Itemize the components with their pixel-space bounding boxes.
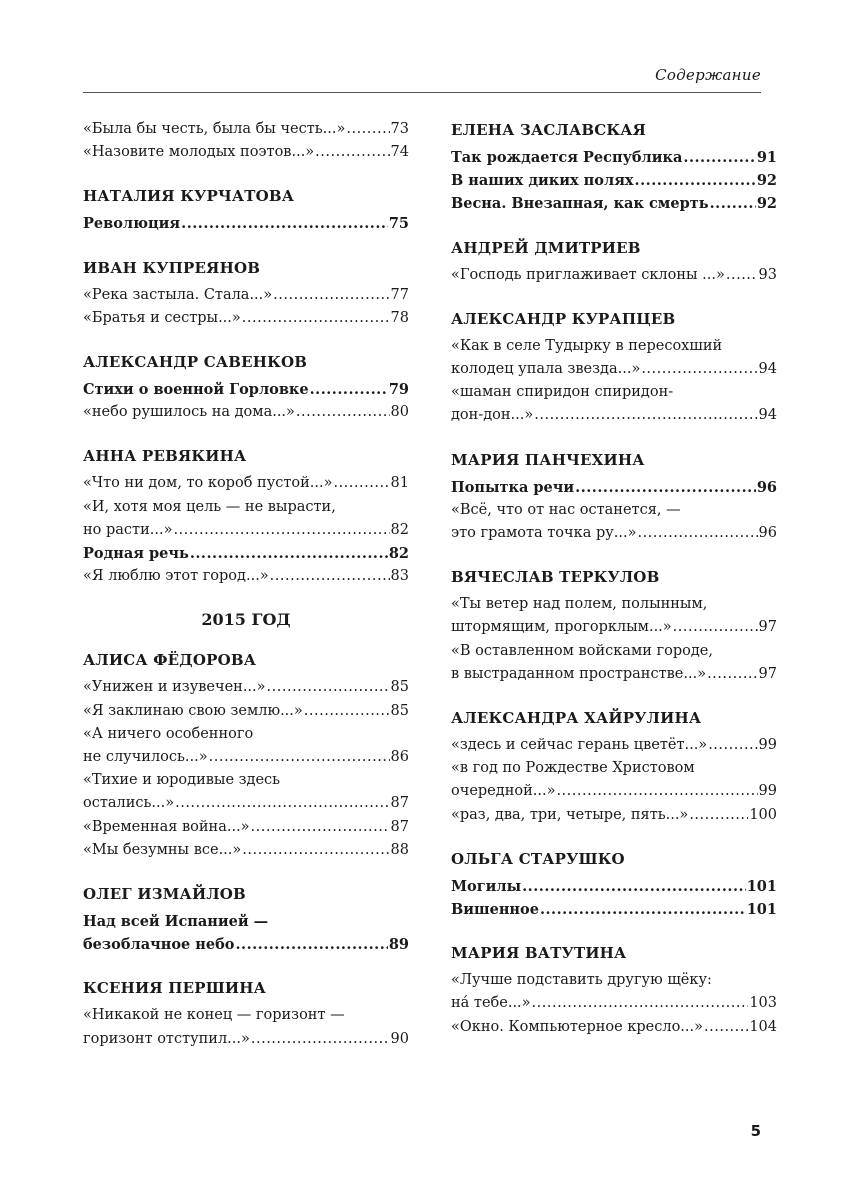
entry-title-line: колодец упала звезда...» — [451, 361, 641, 378]
leader-dots — [534, 404, 757, 427]
toc-entry — [451, 335, 777, 381]
entry-page: 97 — [758, 665, 777, 682]
toc-section — [83, 256, 409, 330]
toc-entry — [83, 723, 409, 769]
entry-page: 85 — [390, 679, 409, 696]
toc-section — [83, 184, 409, 235]
toc-entry — [451, 1016, 777, 1039]
leader-dots — [689, 804, 748, 827]
leader-dots — [315, 141, 389, 164]
entry-page: 93 — [758, 266, 777, 283]
entry-title: «небо рушилось на дома...» — [83, 404, 295, 421]
entry-title-line: «Как в селе Тудырку в пересохший — [451, 337, 723, 354]
page-number: 5 — [750, 1122, 761, 1140]
leader-dots — [242, 839, 389, 862]
toc-section — [83, 350, 409, 424]
author-name: ИВАН КУПРЕЯНОВ — [83, 258, 261, 277]
toc-section — [451, 565, 777, 686]
leader-dots — [540, 898, 746, 921]
author-name: АЛЕКСАНДР САВЕНКОВ — [83, 353, 308, 372]
entry-title-line: «Всё, что от нас останется, — — [451, 501, 681, 518]
entry-title-line: «Ты ветер над полем, полынным, — [451, 596, 708, 613]
entry-title-line: «Никакой не конец — горизонт — — [83, 1007, 345, 1024]
toc-entry — [451, 804, 777, 827]
toc-entry — [451, 593, 777, 639]
toc-section — [451, 706, 777, 827]
toc-section — [83, 882, 409, 956]
leader-dots — [708, 734, 757, 757]
entry-page: 73 — [390, 121, 409, 137]
leader-dots — [242, 307, 390, 330]
toc-entry — [83, 700, 409, 723]
leader-dots — [637, 522, 757, 545]
entry-title-line: горизонт отступил...» — [83, 1030, 250, 1047]
leader-dots — [175, 792, 389, 815]
entry-title-line: остались...» — [83, 795, 175, 812]
entry-page: 101 — [746, 877, 777, 895]
leader-dots — [333, 472, 389, 495]
toc-entry — [451, 875, 777, 898]
toc-entry — [83, 212, 409, 235]
entry-title-line: в выстраданном пространстве...» — [451, 665, 707, 682]
toc-entry — [83, 118, 409, 141]
entry-title: «Я люблю этот город...» — [83, 568, 269, 585]
entry-title: Стихи о военной Горловке — [83, 381, 309, 399]
entry-page: 85 — [390, 702, 409, 719]
author-name: НАТАЛИЯ КУРЧАТОВА — [83, 187, 295, 206]
author-name: ОЛЬГА СТАРУШКО — [451, 849, 625, 868]
leader-dots — [346, 118, 389, 141]
leader-dots — [173, 519, 389, 542]
leader-dots — [190, 542, 388, 565]
toc-entry — [451, 757, 777, 803]
toc-entry — [451, 381, 777, 427]
entry-title-line: штормящим, прогорклым...» — [451, 619, 672, 636]
entry-title: «Господь приглаживает склоны ...» — [451, 266, 725, 283]
entry-page: 83 — [390, 568, 409, 585]
leader-dots — [522, 875, 746, 898]
entry-page: 92 — [756, 195, 777, 213]
header-title: Содержание — [655, 66, 761, 84]
entry-title: Так рождается Республика — [451, 149, 683, 166]
entry-page: 99 — [758, 783, 777, 800]
entry-page: 90 — [390, 1030, 409, 1047]
entry-title-line: дон-дон...» — [451, 407, 534, 424]
leader-dots — [296, 401, 390, 424]
entry-page: 97 — [758, 619, 777, 636]
toc-section — [451, 236, 777, 287]
leader-dots — [270, 565, 390, 588]
author-name: АЛЕКСАНДРА ХАЙРУЛИНА — [451, 709, 702, 728]
entry-title: «Что ни дом, то короб пустой...» — [83, 475, 333, 492]
toc-entry — [451, 898, 777, 921]
entry-page: 75 — [388, 215, 409, 233]
leader-dots — [251, 816, 390, 839]
author-name: АНДРЕЙ ДМИТРИЕВ — [451, 238, 641, 257]
entry-page: 87 — [390, 795, 409, 812]
toc-section — [83, 118, 409, 164]
leader-dots — [304, 700, 390, 723]
leader-dots — [704, 1016, 748, 1039]
leader-dots — [707, 663, 757, 686]
entry-page: 101 — [746, 901, 777, 919]
entry-title: «Унижен и изувечен...» — [83, 679, 266, 696]
toc-entry — [451, 969, 777, 1015]
leader-dots — [310, 378, 388, 401]
entry-page: 81 — [390, 475, 409, 492]
entry-title-line: «И, хотя моя цель — не вырасти, — [83, 498, 336, 515]
entry-page: 96 — [756, 478, 777, 496]
author-name: МАРИЯ ПАНЧЕХИНА — [451, 450, 645, 469]
toc-entry — [451, 640, 777, 686]
entry-page: 79 — [388, 381, 409, 399]
toc-section — [451, 118, 777, 216]
toc-entry — [451, 146, 777, 169]
entry-title-line: «Лучше подставить другую щёку: — [451, 972, 712, 989]
entry-page: 94 — [758, 407, 777, 424]
toc-section — [83, 648, 409, 862]
entry-page: 87 — [390, 818, 409, 835]
entry-title-line: это грамота точка ру...» — [451, 525, 637, 542]
entry-title: В наших диких полях — [451, 172, 634, 190]
toc-entry — [83, 378, 409, 401]
toc-section — [451, 448, 777, 546]
leader-dots — [575, 476, 756, 499]
toc-entry — [83, 401, 409, 424]
entry-title-line: очередной...» — [451, 783, 556, 800]
entry-title-line: на́ тебе...» — [451, 995, 531, 1012]
entry-title: «Я заклинаю свою землю...» — [83, 702, 303, 719]
entry-title-line: «в год по Рождестве Христовом — [451, 760, 695, 777]
leader-dots — [556, 780, 757, 803]
toc-section — [451, 847, 777, 921]
toc-entry — [83, 307, 409, 330]
entry-page: 104 — [749, 1018, 777, 1035]
entry-page: 88 — [390, 841, 409, 858]
entry-page: 89 — [388, 936, 409, 954]
entry-title: Революция — [83, 215, 181, 233]
author-name: ЕЛЕНА ЗАСЛАВСКАЯ — [451, 121, 647, 139]
leader-dots — [673, 616, 758, 639]
entry-page: 86 — [390, 749, 409, 766]
author-name: АННА РЕВЯКИНА — [83, 447, 247, 466]
toc-entry — [83, 910, 409, 956]
toc-right-column — [451, 118, 777, 1059]
entry-page: 96 — [758, 525, 777, 542]
leader-dots — [532, 992, 749, 1015]
toc-entry — [83, 1004, 409, 1050]
author-name: ВЯЧЕСЛАВ ТЕРКУЛОВ — [451, 568, 660, 587]
entry-title-line: безоблачное небо — [83, 936, 235, 954]
entry-title: «раз, два, три, четыре, пять...» — [451, 806, 689, 823]
entry-title: «Была бы честь, была бы честь...» — [83, 121, 346, 137]
leader-dots — [267, 676, 390, 699]
toc-entry — [451, 499, 777, 545]
leader-dots — [726, 264, 758, 287]
entry-title: «Братья и сестры...» — [83, 309, 241, 326]
entry-page: 77 — [390, 286, 409, 303]
toc-left-column — [83, 118, 409, 1071]
entry-title-line: но расти...» — [83, 521, 173, 538]
toc-entry — [83, 472, 409, 495]
toc-entry — [451, 476, 777, 499]
toc-entry — [451, 169, 777, 192]
toc-section — [83, 976, 409, 1050]
entry-title: «здесь и сейчас герань цветёт...» — [451, 737, 708, 754]
entry-title: Родная речь — [83, 545, 189, 563]
toc-section — [83, 444, 409, 588]
leader-dots — [251, 1028, 390, 1051]
author-name: АЛИСА ФЁДОРОВА — [83, 651, 257, 670]
entry-title: Могилы — [451, 877, 522, 895]
leader-dots — [181, 212, 388, 235]
leader-dots — [273, 284, 389, 307]
entry-page: 91 — [756, 149, 777, 166]
entry-title: «Назовите молодых поэтов...» — [83, 144, 315, 161]
entry-page: 82 — [390, 521, 409, 538]
entry-page: 80 — [390, 404, 409, 421]
toc-entry — [83, 676, 409, 699]
entry-title-line: не случилось...» — [83, 749, 208, 766]
toc-entry — [451, 264, 777, 287]
running-header — [83, 66, 761, 93]
leader-dots — [635, 169, 756, 192]
toc-entry — [83, 565, 409, 588]
entry-title-line: «шаман спиридон спиридон- — [451, 384, 674, 401]
entry-page: 103 — [749, 995, 777, 1012]
toc-entry — [83, 496, 409, 542]
entry-title-line: «А ничего особенного — [83, 725, 254, 742]
leader-dots — [209, 746, 390, 769]
leader-dots — [641, 358, 757, 381]
entry-page: 94 — [758, 361, 777, 378]
entry-page: 82 — [388, 545, 409, 563]
toc-entry — [451, 734, 777, 757]
entry-title-line: Над всей Испанией — — [83, 913, 269, 931]
entry-title: «Временная война...» — [83, 818, 250, 835]
leader-dots — [710, 192, 756, 215]
toc-entry — [83, 769, 409, 815]
entry-title: Вишенное — [451, 901, 539, 919]
author-name: АЛЕКСАНДР КУРАПЦЕВ — [451, 309, 676, 328]
entry-title: «Мы безумны все...» — [83, 841, 242, 858]
year-heading: 2015 ГОД — [201, 610, 291, 630]
author-name: МАРИЯ ВАТУТИНА — [451, 944, 627, 963]
author-name: ОЛЕГ ИЗМАЙЛОВ — [83, 885, 246, 904]
toc-section — [451, 941, 777, 1039]
entry-title-line: «Тихие и юродивые здесь — [83, 772, 281, 789]
author-name: КСЕНИЯ ПЕРШИНА — [83, 979, 267, 998]
entry-title: Весна. Внезапная, как смерть — [451, 195, 709, 213]
toc-entry — [83, 141, 409, 164]
toc-entry — [83, 542, 409, 565]
entry-page: 74 — [390, 144, 409, 161]
entry-title: «Река застыла. Стала...» — [83, 286, 273, 303]
entry-page: 99 — [758, 737, 777, 754]
entry-title: Попытка речи — [451, 478, 575, 496]
entry-title: «Окно. Компьютерное кресло...» — [451, 1018, 704, 1035]
leader-dots — [235, 933, 387, 956]
toc-entry — [451, 192, 777, 215]
toc-entry — [83, 284, 409, 307]
entry-page: 100 — [749, 806, 777, 823]
leader-dots — [683, 146, 755, 169]
toc-entry — [83, 816, 409, 839]
toc-section — [451, 307, 777, 428]
entry-page: 78 — [390, 309, 409, 326]
entry-title-line: «В оставленном войсками городе, — [451, 642, 713, 659]
toc-entry — [83, 839, 409, 862]
entry-page: 92 — [756, 172, 777, 190]
